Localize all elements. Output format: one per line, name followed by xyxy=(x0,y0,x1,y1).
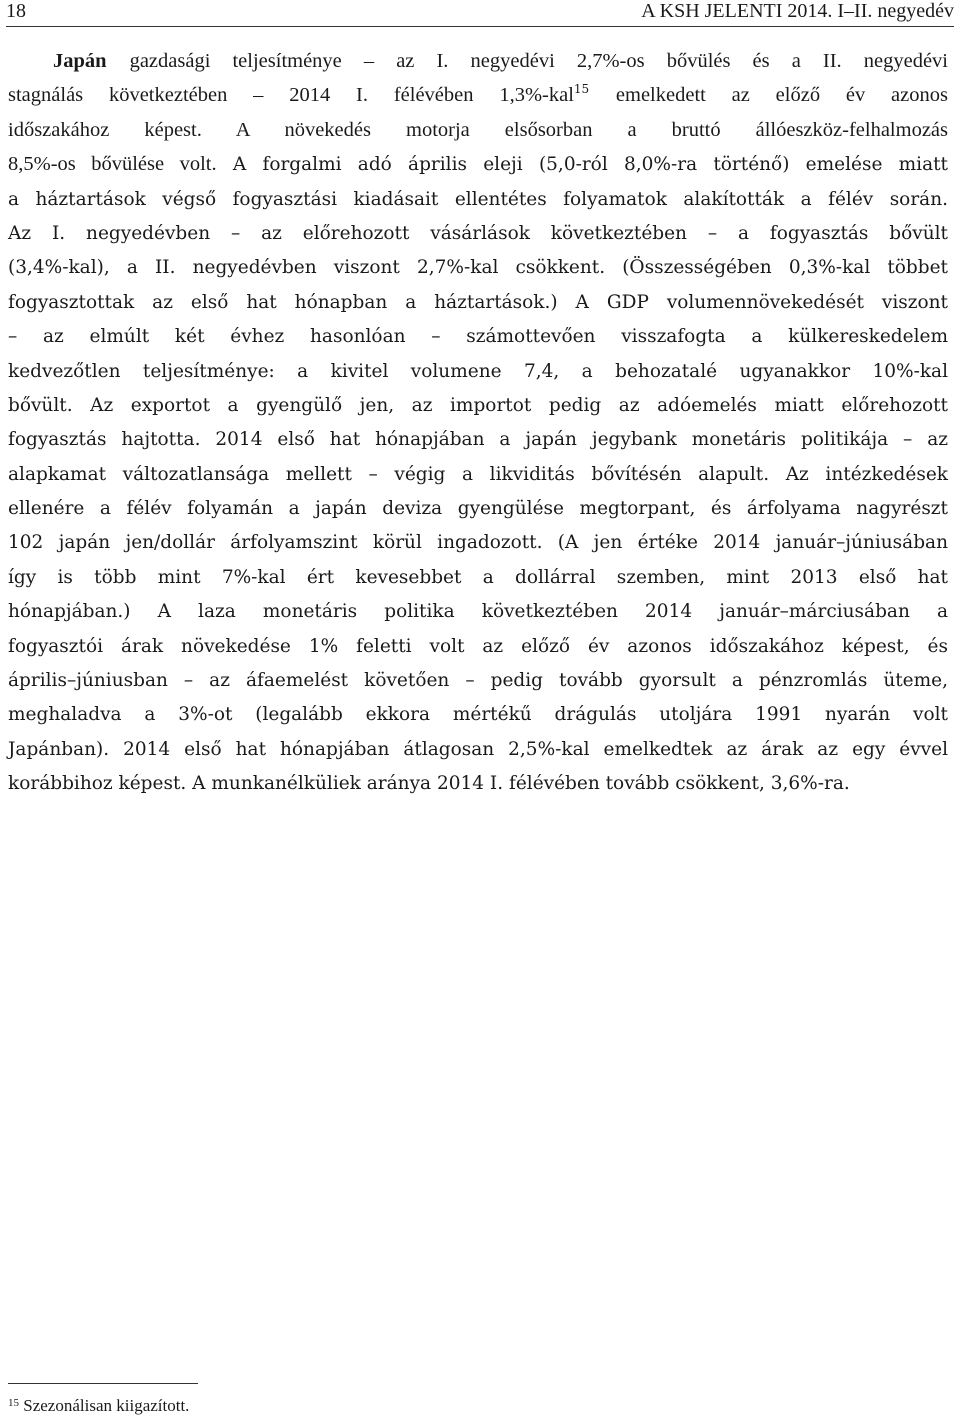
text-line: időszakához képest. A növekedés motorja elsősorban a bruttó állóeszköz-felhalmozás xyxy=(8,118,948,141)
page-header xyxy=(6,0,954,27)
text-line: 102 japán jen/dollár árfolyamszint körül ingadozott. (A jen értéke 2014 január–júniusában xyxy=(8,532,948,554)
footnote-text: Szezonálisan kiigazított. xyxy=(23,1396,190,1415)
text-line: 8,5%-os bővülése volt. A forgalmi adó április eleji (5,0-ról 8,0%-ra történő) emelése miatt xyxy=(8,153,948,176)
text-line: így is több mint 7%-kal ért kevesebbet a dollárral szemben, mint 2013 első hat xyxy=(8,566,948,588)
text-line: fogyasztás hajtotta. 2014 első hat hónapjában a japán jegybank monetáris politikája – az xyxy=(8,429,948,451)
text-line: bővült. Az exportot a gyengülő jen, az importot pedig az adóemelés miatt előrehozott xyxy=(8,394,948,416)
body-paragraph xyxy=(8,44,948,801)
page-number: 18 xyxy=(6,0,26,22)
country-name: Japán xyxy=(53,50,107,72)
text-line: meghaladva a 3%-ot (legalább ekkora mértékű drágulás utoljára 1991 nyarán volt xyxy=(8,704,948,726)
text-line: Az I. negyedévben – az előrehozott vásárlások következtében – a fogyasztás bővült xyxy=(8,222,948,244)
text-line: korábbihoz képest. A munkanélküliek aránya 2014 I. félévében tovább csökkent, 3,6%-ra. xyxy=(8,773,850,795)
text-line: ellenére a félév folyamán a japán deviza gyengülése megtorpant, és árfolyama nagyrészt xyxy=(8,498,948,520)
text-line: Japánban). 2014 első hat hónapjában átlagosan 2,5%-kal emelkedtek az árak az egy évvel xyxy=(8,738,948,760)
text-line: – az elmúlt két évhez hasonlóan – számottevően visszafogta a külkereskedelem xyxy=(8,326,948,348)
text-line: fogyasztói árak növekedése 1% feletti volt az előző év azonos időszakához képest, és xyxy=(8,635,948,657)
running-title: A KSH JELENTI 2014. I–II. negyedév xyxy=(641,0,954,22)
text-line: április–júniusban – az áfaemelést követően – pedig tovább gyorsult a pénzromlás üteme, xyxy=(8,670,948,692)
text-line: fogyasztottak az első hat hónapban a háztartások.) A GDP volumennövekedését viszont xyxy=(8,291,948,313)
text-line: Japán gazdasági teljesítménye – az I. negyedévi 2,7%-os bővülés és a II. negyedévi xyxy=(53,50,949,72)
footnote-number: 15 xyxy=(8,1397,19,1409)
text-line: a háztartások végső fogyasztási kiadásait ellentétes folyamatok alakították a félév során. xyxy=(8,188,948,210)
text-line: kedvezőtlen teljesítménye: a kivitel volumene 7,4, a behozatalé ugyanakkor 10%-kal xyxy=(8,360,948,382)
text-line: (3,4%-kal), a II. negyedévben viszont 2,7%-kal csökkent. (Összességében 0,3%-kal többet xyxy=(8,257,948,279)
text-line: alapkamat változatlansága mellett – végig a likviditás bővítésén alapult. Az intézkedések xyxy=(8,463,948,485)
footnote xyxy=(8,1395,189,1417)
text-line: stagnálás következtében – 2014 I. félévében 1,3%-kal$^{15}$ emelkedett az előző év azonos xyxy=(8,82,948,107)
text-line: hónapjában.) A laza monetáris politika következtében 2014 január–márciusában a xyxy=(8,601,948,623)
footnote-separator xyxy=(8,1383,198,1384)
footnote-reference[interactable]: 15 xyxy=(573,82,590,97)
